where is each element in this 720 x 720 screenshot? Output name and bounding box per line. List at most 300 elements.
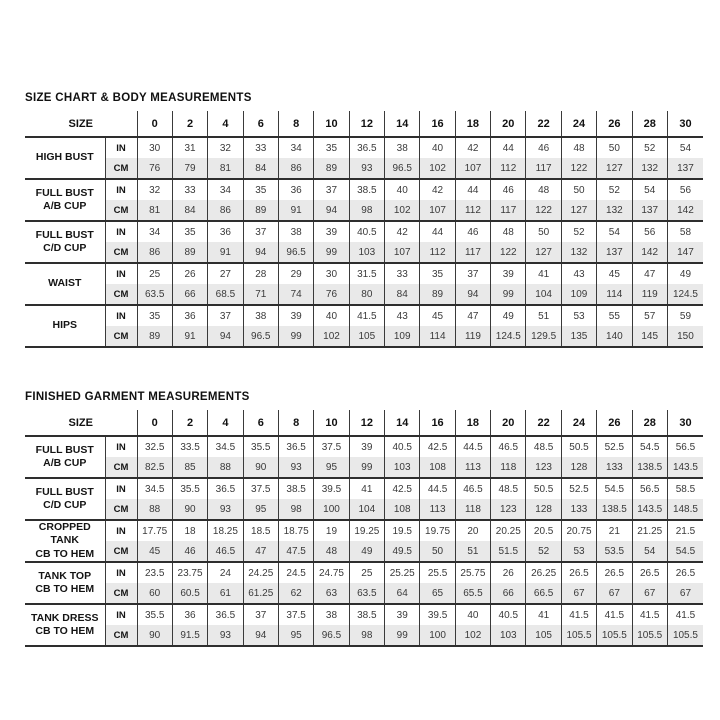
measurement-cell-cm: 124.5 [491,326,526,347]
size-column-header: 0 [137,111,172,137]
measurement-cell-in: 18.25 [208,520,243,541]
measurement-cell-in: 41 [349,478,384,499]
measurement-cell-in: 34.5 [137,478,172,499]
measurement-cell-cm: 123 [491,499,526,520]
measurement-cell-cm: 60.5 [172,583,207,604]
measurement-cell-in: 46 [491,179,526,200]
measurement-cell-cm: 113 [455,457,490,478]
size-column-header: 4 [208,111,243,137]
measurement-cell-in: 41.5 [632,604,667,625]
measurement-cell-in: 37.5 [278,604,313,625]
measurement-cell-in: 48.5 [526,436,561,457]
measurement-cell-cm: 68.5 [208,284,243,305]
measurement-cell-cm: 98 [349,625,384,646]
row-label [25,137,105,179]
size-column-header: 20 [491,410,526,436]
measurement-cell-in: 42 [385,221,420,242]
measurement-cell-cm: 124.5 [667,284,703,305]
measurement-cell-cm: 119 [455,326,490,347]
measurement-cell-cm: 66 [491,583,526,604]
measurement-cell-cm: 54 [632,541,667,562]
measurement-cell-in: 54.5 [597,478,632,499]
measurement-cell-in: 24.25 [243,562,278,583]
row-label-line: FULL BUST [35,443,94,456]
measurement-cell-in: 56.5 [632,478,667,499]
measurement-cell-cm: 100 [420,625,455,646]
row-label-line: TANK DRESS [31,611,99,624]
measurement-cell-in: 23.5 [137,562,172,583]
measurement-cell-in: 35 [172,221,207,242]
measurement-cell-in: 39.5 [314,478,349,499]
measurement-cell-in: 39 [491,263,526,284]
finished-garment-table [25,410,703,647]
measurement-cell-in: 38 [385,137,420,158]
measurement-cell-cm: 93 [208,625,243,646]
size-column-header: 2 [172,410,207,436]
measurement-cell-in: 17.75 [137,520,172,541]
measurement-cell-in: 26.5 [632,562,667,583]
measurement-cell-in: 36 [172,305,207,326]
measurement-cell-cm: 112 [491,158,526,179]
measurement-cell-in: 39 [278,305,313,326]
measurement-cell-cm: 142 [667,200,703,221]
measurement-cell-cm: 104 [349,499,384,520]
measurement-cell-cm: 90 [172,499,207,520]
measurement-cell-in: 25.25 [385,562,420,583]
unit-label-cm: CM [105,158,137,179]
measurement-cell-in: 49 [667,263,703,284]
measurement-cell-in: 48 [491,221,526,242]
measurement-cell-cm: 127 [597,158,632,179]
measurement-cell-in: 37 [243,221,278,242]
measurement-cell-cm: 137 [667,158,703,179]
measurement-cell-cm: 99 [491,284,526,305]
measurement-cell-cm: 63 [314,583,349,604]
measurement-cell-in: 43 [561,263,596,284]
measurement-cell-cm: 119 [632,284,667,305]
measurement-cell-in: 24.75 [314,562,349,583]
measurement-cell-cm: 98 [278,499,313,520]
measurement-cell-in: 18.5 [243,520,278,541]
row-label [25,221,105,263]
size-column-header: 26 [597,410,632,436]
measurement-cell-cm: 107 [420,200,455,221]
measurement-cell-cm: 61 [208,583,243,604]
measurement-cell-in: 41.5 [561,604,596,625]
measurement-cell-cm: 76 [314,284,349,305]
measurement-cell-in: 36.5 [349,137,384,158]
measurement-cell-in: 37.5 [243,478,278,499]
row-label [25,263,105,305]
measurement-cell-cm: 49 [349,541,384,562]
measurement-cell-cm: 102 [455,625,490,646]
measurement-cell-cm: 107 [455,158,490,179]
measurement-cell-in: 19.5 [385,520,420,541]
measurement-cell-in: 42 [420,179,455,200]
measurement-cell-in: 43 [385,305,420,326]
measurement-cell-cm: 98 [349,200,384,221]
measurement-cell-in: 47 [632,263,667,284]
measurement-cell-cm: 47 [243,541,278,562]
measurement-cell-cm: 122 [561,158,596,179]
measurement-cell-in: 53 [561,305,596,326]
measurement-cell-in: 46 [455,221,490,242]
measurement-cell-cm: 104 [526,284,561,305]
measurement-cell-cm: 122 [491,242,526,263]
row-label-line: HIGH BUST [35,151,94,164]
measurement-cell-in: 33.5 [172,436,207,457]
body-measurements-table [25,111,703,348]
measurement-cell-cm: 67 [561,583,596,604]
measurement-cell-in: 25 [349,562,384,583]
measurement-cell-cm: 60 [137,583,172,604]
measurement-cell-cm: 86 [278,158,313,179]
measurement-cell-cm: 71 [243,284,278,305]
measurement-cell-cm: 76 [137,158,172,179]
measurement-cell-cm: 150 [667,326,703,347]
measurement-cell-in: 54 [597,221,632,242]
size-column-header: 22 [526,410,561,436]
measurement-cell-cm: 65 [420,583,455,604]
measurement-cell-cm: 46 [172,541,207,562]
measurement-cell-in: 20 [455,520,490,541]
measurement-cell-cm: 112 [420,242,455,263]
measurement-cell-in: 42.5 [420,436,455,457]
measurement-cell-in: 56.5 [667,436,703,457]
measurement-cell-in: 35.5 [243,436,278,457]
unit-label-cm: CM [105,326,137,347]
measurement-cell-in: 35.5 [137,604,172,625]
measurement-cell-in: 32.5 [137,436,172,457]
measurement-cell-cm: 145 [632,326,667,347]
measurement-cell-in: 36.5 [208,604,243,625]
measurement-cell-cm: 117 [455,242,490,263]
measurement-cell-in: 35 [420,263,455,284]
measurement-cell-cm: 117 [526,158,561,179]
measurement-cell-in: 39 [349,436,384,457]
measurement-cell-cm: 94 [208,326,243,347]
measurement-cell-in: 46 [526,137,561,158]
measurement-cell-cm: 132 [632,158,667,179]
measurement-cell-in: 36 [278,179,313,200]
measurement-cell-in: 42 [455,137,490,158]
measurement-cell-in: 45 [420,305,455,326]
measurement-cell-cm: 90 [243,457,278,478]
measurement-cell-cm: 129.5 [526,326,561,347]
measurement-cell-in: 36.5 [278,436,313,457]
row-label [25,562,105,604]
measurement-cell-in: 50 [561,179,596,200]
measurement-cell-cm: 95 [278,625,313,646]
measurement-cell-cm: 113 [420,499,455,520]
measurement-cell-cm: 61.25 [243,583,278,604]
measurement-cell-in: 28 [243,263,278,284]
unit-label-in: IN [105,221,137,242]
size-column-header: 14 [385,111,420,137]
measurement-cell-in: 25.5 [420,562,455,583]
measurement-cell-cm: 118 [455,499,490,520]
measurement-cell-cm: 143.5 [632,499,667,520]
unit-label-in: IN [105,137,137,158]
measurement-cell-cm: 95 [314,457,349,478]
measurement-cell-in: 52 [561,221,596,242]
row-label-line: TANK TOP [38,569,92,582]
measurement-cell-in: 19.25 [349,520,384,541]
unit-label-cm: CM [105,541,137,562]
unit-label-cm: CM [105,457,137,478]
measurement-cell-cm: 89 [137,326,172,347]
measurement-cell-cm: 90 [137,625,172,646]
measurement-cell-in: 52 [632,137,667,158]
measurement-cell-in: 19.75 [420,520,455,541]
measurement-cell-cm: 96.5 [243,326,278,347]
measurement-cell-in: 30 [137,137,172,158]
measurement-cell-in: 34.5 [208,436,243,457]
measurement-cell-in: 36 [172,604,207,625]
measurement-cell-cm: 105.5 [597,625,632,646]
measurement-cell-cm: 102 [420,158,455,179]
measurement-cell-cm: 95 [243,499,278,520]
measurement-cell-in: 48 [526,179,561,200]
measurement-cell-in: 23.75 [172,562,207,583]
measurement-cell-cm: 96.5 [385,158,420,179]
measurement-cell-cm: 102 [385,200,420,221]
row-label-line: CROPPED TANK [38,521,91,547]
measurement-cell-in: 26.25 [526,562,561,583]
measurement-cell-cm: 102 [314,326,349,347]
measurement-cell-in: 54 [632,179,667,200]
measurement-cell-in: 21.5 [667,520,703,541]
measurement-cell-cm: 85 [172,457,207,478]
measurement-cell-in: 48.5 [491,478,526,499]
measurement-cell-in: 26.5 [597,562,632,583]
row-label-line: C/D CUP [43,242,87,254]
row-label-line: WAIST [48,277,82,290]
measurement-cell-in: 52 [597,179,632,200]
size-column-header: 10 [314,410,349,436]
measurement-cell-in: 37 [314,179,349,200]
measurement-cell-cm: 138.5 [632,457,667,478]
measurement-cell-cm: 84 [385,284,420,305]
measurement-cell-cm: 66 [172,284,207,305]
measurement-cell-cm: 107 [385,242,420,263]
measurement-cell-in: 38 [278,221,313,242]
measurement-cell-cm: 51 [455,541,490,562]
measurement-cell-in: 40.5 [491,604,526,625]
measurement-cell-in: 19 [314,520,349,541]
measurement-cell-in: 36 [208,221,243,242]
measurement-cell-cm: 80 [349,284,384,305]
measurement-cell-cm: 93 [349,158,384,179]
measurement-cell-cm: 79 [172,158,207,179]
measurement-cell-cm: 147 [667,242,703,263]
measurement-cell-in: 26 [491,562,526,583]
measurement-cell-cm: 86 [137,242,172,263]
measurement-cell-cm: 89 [172,242,207,263]
size-column-header: 2 [172,111,207,137]
body-measurements-section [25,92,703,348]
measurement-cell-in: 35 [243,179,278,200]
measurement-cell-cm: 105 [349,326,384,347]
measurement-cell-cm: 122 [526,200,561,221]
measurement-cell-in: 44.5 [455,436,490,457]
measurement-cell-in: 26.5 [667,562,703,583]
measurement-cell-cm: 96.5 [314,625,349,646]
measurement-cell-cm: 128 [526,499,561,520]
measurement-cell-in: 41 [526,604,561,625]
measurement-cell-cm: 99 [349,457,384,478]
measurement-cell-cm: 99 [385,625,420,646]
size-column-header: 10 [314,111,349,137]
measurement-cell-cm: 49.5 [385,541,420,562]
measurement-cell-in: 49 [491,305,526,326]
measurement-cell-cm: 89 [243,200,278,221]
size-column-header: 6 [243,410,278,436]
measurement-cell-in: 20.5 [526,520,561,541]
measurement-cell-cm: 51.5 [491,541,526,562]
measurement-cell-in: 21 [597,520,632,541]
measurement-cell-cm: 94 [243,625,278,646]
measurement-cell-in: 38 [243,305,278,326]
measurement-cell-cm: 103 [385,457,420,478]
unit-label-in: IN [105,478,137,499]
measurement-cell-in: 40 [314,305,349,326]
measurement-cell-in: 35.5 [172,478,207,499]
measurement-cell-cm: 105 [526,625,561,646]
measurement-cell-cm: 133 [597,457,632,478]
measurement-cell-cm: 66.5 [526,583,561,604]
row-label [25,478,105,520]
measurement-cell-cm: 53.5 [597,541,632,562]
measurement-cell-in: 54 [667,137,703,158]
measurement-cell-in: 38.5 [349,179,384,200]
measurement-cell-in: 52.5 [561,478,596,499]
measurement-cell-in: 33 [385,263,420,284]
measurement-cell-cm: 89 [420,284,455,305]
measurement-cell-in: 40 [455,604,490,625]
size-column-header: 28 [632,410,667,436]
measurement-cell-in: 55 [597,305,632,326]
measurement-cell-cm: 67 [597,583,632,604]
measurement-cell-in: 56 [667,179,703,200]
measurement-cell-in: 25.75 [455,562,490,583]
measurement-cell-in: 41.5 [667,604,703,625]
measurement-cell-cm: 91 [278,200,313,221]
measurement-cell-in: 40 [385,179,420,200]
size-column-header: 24 [561,410,596,436]
measurement-cell-in: 48 [561,137,596,158]
measurement-cell-cm: 100 [314,499,349,520]
size-header-cell: SIZE [25,111,137,137]
size-column-header: 8 [278,111,313,137]
row-label-line: CB TO HEM [35,625,95,637]
measurement-cell-cm: 142 [632,242,667,263]
measurement-cell-in: 58 [667,221,703,242]
measurement-cell-in: 45 [597,263,632,284]
unit-label-in: IN [105,562,137,583]
measurement-cell-cm: 137 [632,200,667,221]
measurement-cell-in: 33 [243,137,278,158]
row-label [25,520,105,562]
measurement-cell-cm: 63.5 [137,284,172,305]
measurement-cell-in: 27 [208,263,243,284]
measurement-cell-cm: 64 [385,583,420,604]
measurement-cell-cm: 91 [172,326,207,347]
size-column-header: 16 [420,111,455,137]
measurement-cell-in: 47 [455,305,490,326]
row-label-line: C/D CUP [43,499,87,511]
measurement-cell-in: 36.5 [208,478,243,499]
measurement-cell-in: 37 [208,305,243,326]
measurement-cell-in: 18.75 [278,520,313,541]
measurement-cell-in: 26.5 [561,562,596,583]
measurement-cell-in: 38.5 [349,604,384,625]
measurement-cell-in: 50 [526,221,561,242]
measurement-cell-cm: 50 [420,541,455,562]
measurement-cell-cm: 47.5 [278,541,313,562]
measurement-cell-in: 44 [420,221,455,242]
measurement-cell-cm: 45 [137,541,172,562]
measurement-cell-in: 42.5 [385,478,420,499]
measurement-cell-in: 37.5 [314,436,349,457]
row-label-line: FULL BUST [35,485,94,498]
measurement-cell-cm: 48 [314,541,349,562]
measurement-cell-cm: 114 [420,326,455,347]
measurement-cell-in: 24.5 [278,562,313,583]
measurement-cell-in: 34 [208,179,243,200]
measurement-cell-in: 50.5 [526,478,561,499]
measurement-cell-cm: 99 [314,242,349,263]
measurement-cell-cm: 82.5 [137,457,172,478]
measurement-cell-in: 37 [243,604,278,625]
measurement-cell-cm: 89 [314,158,349,179]
measurement-cell-in: 38 [314,604,349,625]
measurement-cell-cm: 84 [243,158,278,179]
measurement-cell-cm: 138.5 [597,499,632,520]
measurement-cell-in: 40.5 [385,436,420,457]
size-column-header: 6 [243,111,278,137]
measurement-cell-in: 34 [137,221,172,242]
row-label-line: HIPS [52,319,77,332]
measurement-cell-cm: 88 [137,499,172,520]
unit-label-cm: CM [105,200,137,221]
measurement-cell-in: 46.5 [491,436,526,457]
size-column-header: 12 [349,111,384,137]
measurement-cell-cm: 81 [137,200,172,221]
measurement-cell-in: 31.5 [349,263,384,284]
size-column-header: 8 [278,410,313,436]
measurement-cell-cm: 91.5 [172,625,207,646]
size-column-header: 22 [526,111,561,137]
measurement-cell-in: 51 [526,305,561,326]
measurement-cell-cm: 62 [278,583,313,604]
measurement-cell-in: 37 [455,263,490,284]
measurement-cell-cm: 132 [561,242,596,263]
measurement-cell-in: 44 [455,179,490,200]
finished-garment-title: FINISHED GARMENT MEASUREMENTS [25,391,250,403]
measurement-cell-in: 44 [491,137,526,158]
measurement-cell-cm: 105.5 [632,625,667,646]
measurement-cell-in: 29 [278,263,313,284]
measurement-cell-in: 50.5 [561,436,596,457]
measurement-cell-cm: 65.5 [455,583,490,604]
measurement-cell-cm: 67 [632,583,667,604]
measurement-cell-in: 24 [208,562,243,583]
measurement-cell-cm: 135 [561,326,596,347]
measurement-cell-cm: 132 [597,200,632,221]
unit-label-cm: CM [105,284,137,305]
measurement-cell-in: 40 [420,137,455,158]
